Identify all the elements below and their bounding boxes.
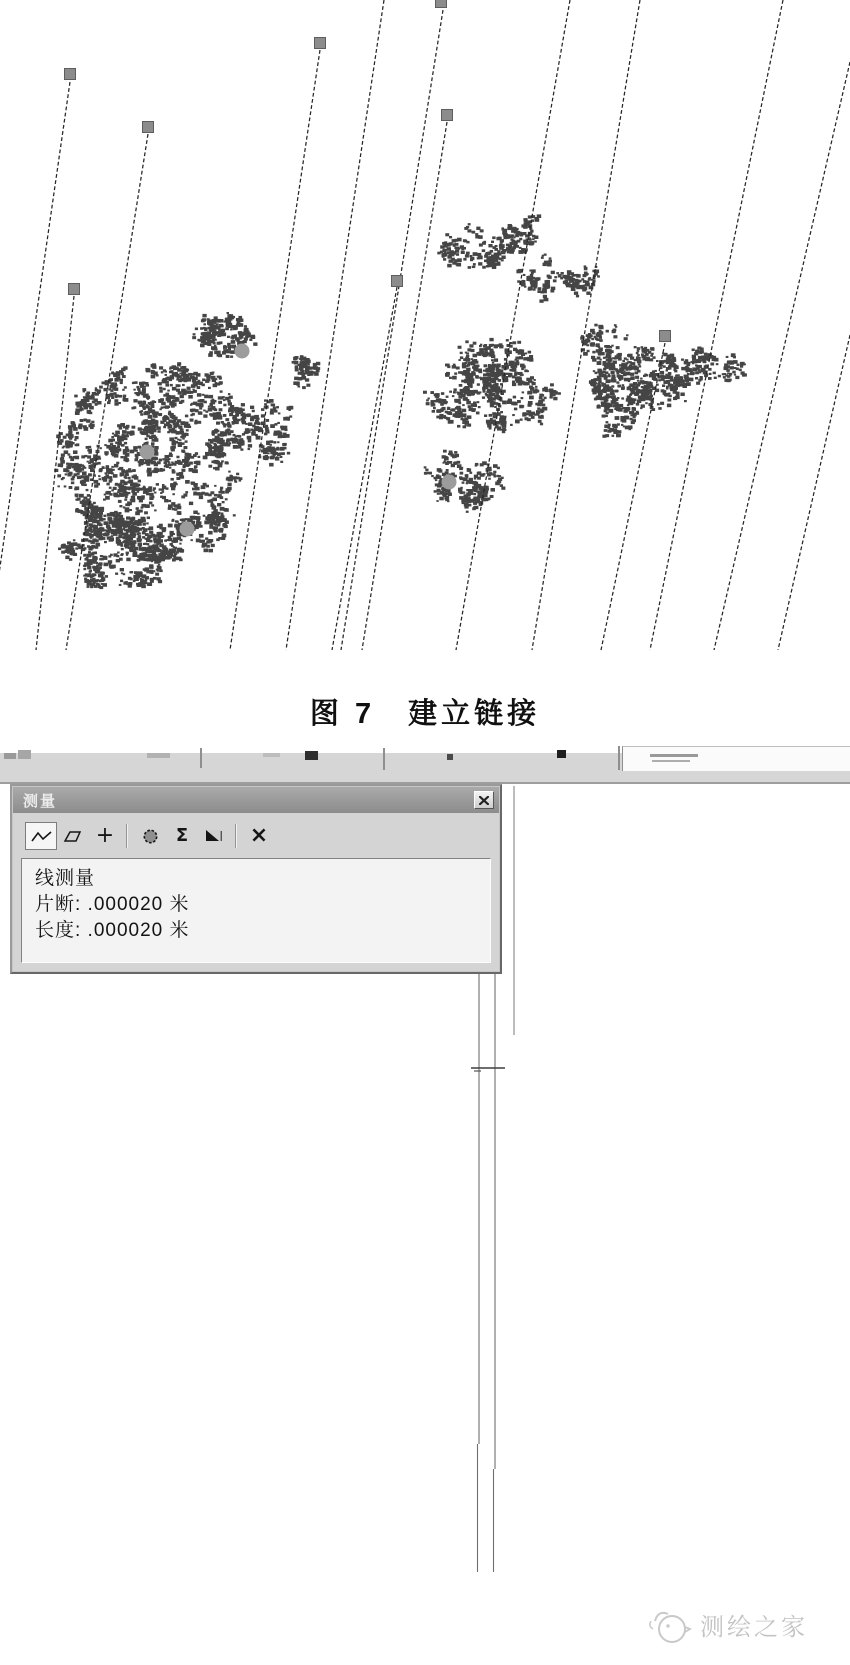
crosshair-icon: +	[95, 823, 115, 848]
square-marker	[436, 0, 447, 8]
clear-x-icon: ×	[249, 823, 269, 848]
circle-marker	[442, 475, 457, 490]
toolbar-fragment	[305, 751, 318, 760]
toolbar-fragment	[383, 748, 385, 770]
square-marker	[315, 38, 326, 49]
square-marker	[442, 110, 453, 121]
snap-circle-button[interactable]	[134, 822, 166, 850]
flight-line	[778, 335, 850, 650]
flight-line	[532, 0, 640, 650]
polyline-icon	[30, 829, 53, 844]
square-marker	[392, 276, 403, 287]
figure-caption: 图 7 建立链接	[309, 698, 541, 730]
toolbar-fragment	[263, 753, 280, 757]
flight-line	[332, 287, 397, 650]
map-svg	[0, 0, 850, 690]
close-button[interactable]	[474, 791, 494, 809]
cluster-speckles	[423, 338, 561, 433]
circle-icon	[142, 828, 159, 845]
readout-segment: 片断: .000020 米	[35, 894, 190, 915]
app-toolbar-strip	[0, 746, 850, 784]
toolbar-fragment	[147, 753, 170, 758]
polygon-measure-button[interactable]	[57, 822, 89, 850]
measure-dialog	[10, 784, 502, 974]
circle-marker	[180, 522, 195, 537]
dialog-titlebar[interactable]	[13, 787, 499, 813]
close-icon	[479, 796, 489, 805]
flight-line	[650, 0, 783, 650]
toolbar-fragment	[447, 754, 453, 760]
toolbar-separator	[235, 824, 236, 848]
toolbar-fragment	[4, 753, 16, 759]
flight-line	[0, 82, 70, 650]
dialog-readout	[21, 858, 491, 963]
sum-button[interactable]	[166, 822, 198, 850]
partial-combo-box[interactable]	[622, 746, 850, 771]
cluster-speckles	[292, 355, 321, 389]
toolbar-separator	[126, 824, 127, 848]
square-marker	[65, 69, 76, 80]
dialog-toolbar	[12, 814, 500, 858]
cluster-speckles	[713, 353, 747, 382]
polyline-measure-button[interactable]	[25, 822, 57, 850]
toolbar-fragment	[650, 754, 698, 757]
square-marker	[143, 122, 154, 133]
triangle-dropdown-icon	[205, 829, 223, 843]
flight-line	[286, 0, 384, 650]
circle-marker	[235, 344, 250, 359]
square-marker	[660, 331, 671, 342]
crosshair-measure-button[interactable]	[89, 822, 121, 850]
clear-button[interactable]	[243, 822, 275, 850]
watermark-logo-icon	[645, 1598, 693, 1650]
flight-line	[341, 10, 443, 650]
readout-length: 长度: .000020 米	[35, 920, 190, 941]
toolbar-fragment	[652, 760, 690, 762]
map-figure	[0, 0, 850, 690]
flight-line	[456, 0, 570, 650]
watermark-text: 测绘之家	[700, 1613, 808, 1641]
square-marker	[69, 284, 80, 295]
toolbar-fragment	[618, 746, 620, 770]
dialog-title: 测量	[23, 792, 58, 810]
readout-mode: 线测量	[35, 868, 96, 889]
cluster-speckles	[424, 450, 506, 513]
toolbar-fragment	[200, 748, 202, 768]
circle-marker	[140, 445, 155, 460]
sigma-icon: Σ	[175, 825, 189, 846]
watermark	[645, 1598, 808, 1650]
polygon-icon	[63, 829, 83, 843]
toolbar-fragment	[557, 750, 566, 758]
toolbar-fragment	[18, 750, 31, 759]
units-dropdown-button[interactable]	[198, 822, 230, 850]
cluster-speckles	[516, 254, 599, 303]
flight-line	[362, 122, 447, 650]
